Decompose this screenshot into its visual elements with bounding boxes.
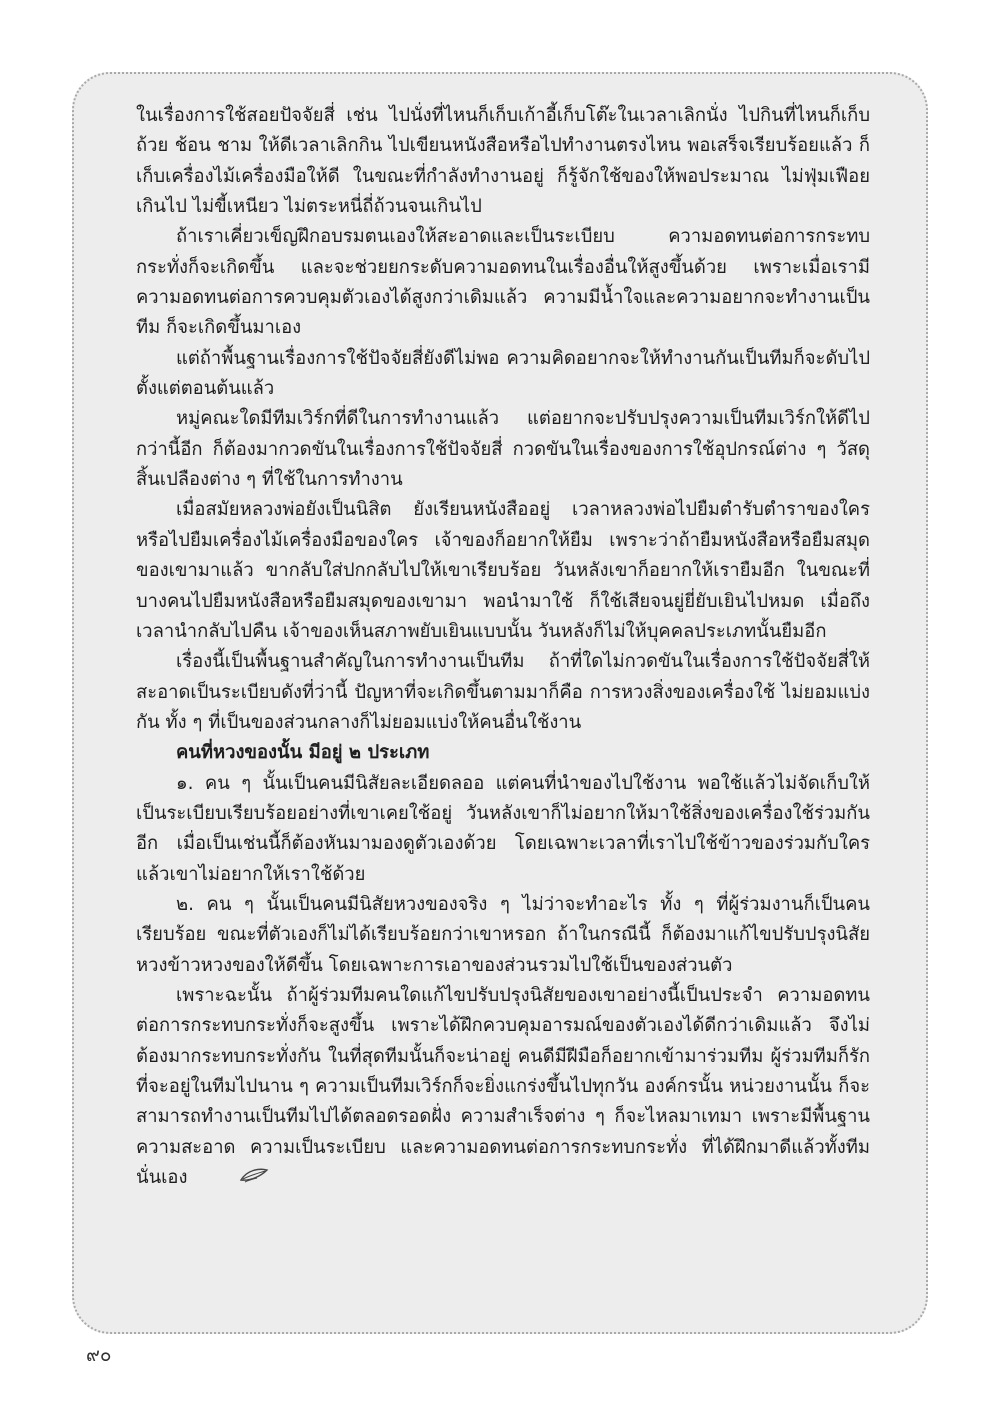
leaf-ornament-icon: [199, 1163, 269, 1193]
paragraph-2: ถ้าเราเคี่ยวเข็ญฝึกอบรมตนเองให้สะอาดและเป็นระเบียบ ความอดทนต่อการกระทบกระทั่งก็จะเกิดขึ้น และจะช่วยยกระดับความอดทนในเรื่องอื่นให้สูงขึ้นด้วย เพราะเมื่อเรามีความอดทนต่อการควบคุมตัวเองได้สูงกว่าเดิมแล้ว ความมีน้ำใจและความอยากจะทำงานเป็นทีม ก็จะเกิดขึ้นมาเอง: [136, 226, 870, 339]
paragraph-6: เรื่องนี้เป็นพื้นฐานสำคัญในการทำงานเป็นทีม ถ้าที่ใดไม่กวดขันในเรื่องการใช้ปัจจัยสี่ให้สะอาดเป็นระเบียบดังที่ว่านี้ ปัญหาที่จะเกิดขึ้นตามมาก็คือ การหวงสิ่งของเครื่องใช้ ไม่ยอมแบ่งกัน ทั้ง ๆ ที่เป็นของส่วนกลางก็ไม่ยอมแบ่งให้คนอื่นใช้งาน: [136, 651, 870, 733]
list-item-2: ๒. คน ๆ นั้นเป็นคนมีนิสัยหวงของจริง ๆ ไม่ว่าจะทำอะไร ทั้ง ๆ ที่ผู้ร่วมงานก็เป็นคนเรียบร้อย ขณะที่ตัวเองก็ไม่ได้เรียบร้อยกว่าเขาหรอก ถ้าในกรณีนี้ ก็ต้องมาแก้ไขปรับปรุงนิสัยหวงข้าวหวงของให้ดีขึ้น โดยเฉพาะการเอาของส่วนรวมไปใช้เป็นของส่วนตัว: [136, 893, 871, 976]
paragraph-5: เมื่อสมัยหลวงพ่อยังเป็นนิสิต ยังเรียนหนังสืออยู่ เวลาหลวงพ่อไปยืมตำรับตำราของใคร หรือไปยืมเครื่องไม้เครื่องมือของใคร เจ้าของก็อยากให้ยืม เพราะว่าถ้ายืมหนังสือหรือยืมสมุดของเขามาแล้ว ขากลับใส่ปกกลับไปให้เขาเรียบร้อย วันหลังเขาก็อยากให้เรายืมอีก ในขณะที่บางคนไปยืมหนังสือหรือยืมสมุดของเขามา พอนำมาใช้ ก็ใช้เสียจนยู่ยี่ยับเยินไปหมด เมื่อถึงเวลานำกลับไปคืน เจ้าของเห็นสภาพยับเยินแบบนั้น วันหลังก็ไม่ให้บุคคลประเภทนั้นยืมอีก: [136, 499, 870, 642]
paragraph-1: ในเรื่องการใช้สอยปัจจัยสี่ เช่น ไปนั่งที่ไหนก็เก็บเก้าอี้เก็บโต๊ะในเวลาเลิกนั่ง ไปกินที่ไหนก็เก็บถ้วย ช้อน ชาม ให้ดีเวลาเลิกกิน ไปเขียนหนังสือหรือไปทำงานตรงไหน พอเสร็จเรียบร้อยแล้ว ก็เก็บเครื่องไม้เครื่องมือให้ดี ในขณะที่กำลังทำงานอยู่ ก็รู้จักใช้ของให้พอประมาณ ไม่ฟุ่มเฟือยเกินไป ไม่ขี้เหนียว ไม่ตระหนี่ถี่ถ้วนจนเกินไป: [136, 105, 870, 218]
body-text: [136, 101, 870, 1194]
section-heading: คนที่หวงของนั้น มีอยู่ ๒ ประเภท: [176, 742, 430, 764]
paragraph-final: [136, 981, 870, 1194]
paragraph-3: แต่ถ้าพื้นฐานเรื่องการใช้ปัจจัยสี่ยังดีไม่พอ ความคิดอยากจะให้ทำงานกันเป็นทีมก็จะดับไปตั้งแต่ตอนต้นแล้ว: [136, 347, 870, 400]
page-number: ๙๐: [86, 1344, 112, 1366]
paragraph-4: หมู่คณะใดมีทีมเวิร์กที่ดีในการทำงานแล้ว แต่อยากจะปรับปรุงความเป็นทีมเวิร์กให้ดีไปกว่านี้อีก ก็ต้องมากวดขันในเรื่องการใช้ปัจจัยสี่ กวดขันในเรื่องของการใช้อุปกรณ์ต่าง ๆ วัสดุสิ้นเปลืองต่าง ๆ ที่ใช้ในการทำงาน: [136, 408, 870, 491]
list-item-1: ๑. คน ๆ นั้นเป็นคนมีนิสัยละเอียดลออ แต่คนที่นำของไปใช้งาน พอใช้แล้วไม่จัดเก็บให้เป็นระเบียบเรียบร้อยอย่างที่เขาเคยใช้อยู่ วันหลังเขาก็ไม่อยากให้มาใช้สิ่งของเครื่องใช้ร่วมกันอีก เมื่อเป็นเช่นนี้ก็ต้องหันมามองดูตัวเองด้วย โดยเฉพาะเวลาที่เราไปใช้ข้าวของร่วมกับใครแล้วเขาไม่อยากให้เราใช้ด้วย: [136, 772, 870, 885]
paragraph-final-text: เพราะฉะนั้น ถ้าผู้ร่วมทีมคนใดแก้ไขปรับปรุงนิสัยของเขาอย่างนี้เป็นประจำ ความอดทนต่อการกระทบกระทั่งก็จะสูงขึ้น เพราะได้ฝึกควบคุมอารมณ์ของตัวเองได้ดีกว่าเดิมแล้ว จึงไม่ต้องมากระทบกระทั่งกัน ในที่สุดทีมนั้นก็จะน่าอยู่ คนดีมีฝีมือก็อยากเข้ามาร่วมทีม ผู้ร่วมทีมก็รักที่จะอยู่ในทีมไปนาน ๆ ความเป็นทีมเวิร์กก็จะยิ่งแกร่งขึ้นไปทุกวัน องค์กรนั้น หน่วยงานนั้น ก็จะสามารถทำงานเป็นทีมไปได้ตลอดรอดฝั่ง ความสำเร็จต่าง ๆ ก็จะไหลมาเทมา เพราะมีพื้นฐานความสะอาด ความเป็นระเบียบ และความอดทนต่อการกระทบกระทั่ง ที่ได้ฝึกมาดีแล้วทั้งทีมนั่นเอง: [136, 984, 870, 1189]
